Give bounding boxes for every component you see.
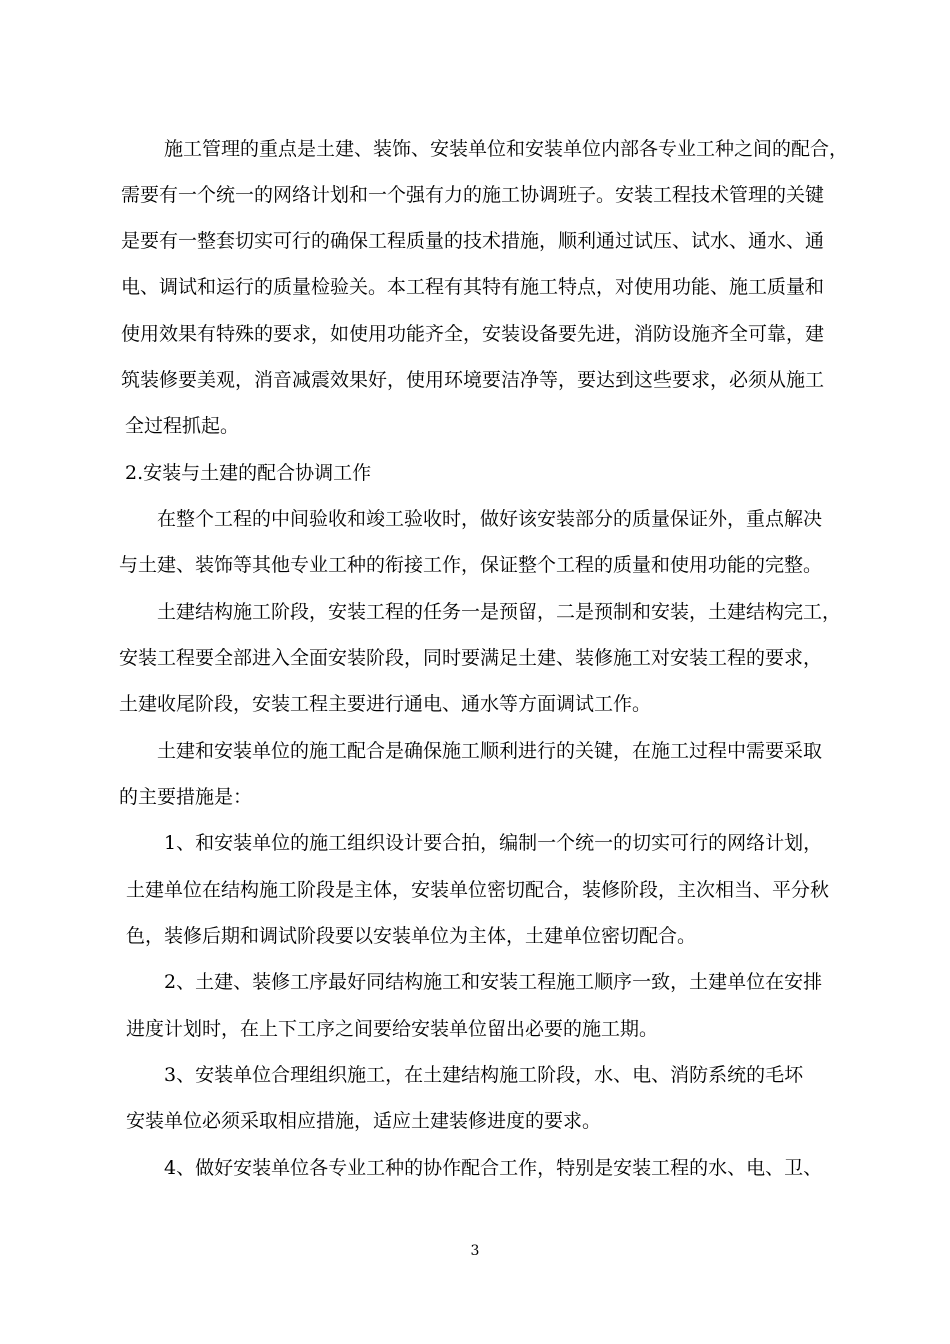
list-item-line: 4、做好安装单位各专业工种的协作配合工作，特别是安装工程的水、电、卫、 (164, 1157, 823, 1179)
text-line: 与土建、装饰等其他专业工种的衔接工作，保证整个工程的质量和使用功能的完整。 (119, 554, 823, 576)
text-line: 电、调试和运行的质量检验关。本工程有其特有施工特点，对使用功能、施工质量和 (121, 276, 825, 298)
list-item-line: 1、和安装单位的施工组织设计要合拍，编制一个统一的切实可行的网络计划， (164, 832, 823, 854)
text-line: 土建和安装单位的施工配合是确保施工顺利进行的关键，在施工过程中需要采取 (157, 740, 823, 762)
page-number: 3 (470, 1243, 480, 1259)
text-line: 在整个工程的中间验收和竣工验收时，做好该安装部分的质量保证外，重点解决 (157, 508, 823, 530)
section-heading: 2.安装与土建的配合协调工作 (125, 462, 372, 484)
text-line: 是要有一整套切实可行的确保工程质量的技术措施，顺利通过试压、试水、通水、通 (121, 230, 825, 252)
text-line: 土建收尾阶段，安装工程主要进行通电、通水等方面调试工作。 (119, 693, 652, 715)
text-line: 需要有一个统一的网络计划和一个强有力的施工协调班子。安装工程技术管理的关键 (121, 184, 825, 206)
list-item-line: 2、土建、装修工序最好同结构施工和安装工程施工顺序一致，土建单位在安排 (164, 971, 823, 993)
list-item-line: 色，装修后期和调试阶段要以安装单位为主体，土建单位密切配合。 (126, 925, 697, 947)
list-item-line: 土建单位在结构施工阶段是主体，安装单位密切配合，装修阶段，主次相当、平分秋 (126, 879, 830, 901)
list-item-line: 3、安装单位合理组织施工，在土建结构施工阶段，水、电、消防系统的毛坏 (164, 1064, 804, 1086)
list-item-line: 进度计划时，在上下工序之间要给安装单位留出必要的施工期。 (126, 1018, 659, 1040)
text-line: 全过程抓起。 (125, 415, 240, 437)
text-line: 施工管理的重点是土建、装饰、安装单位和安装单位内部各专业工种之间的配合， (164, 138, 849, 160)
text-line: 安装工程要全部进入全面安装阶段，同时要满足土建、装修施工对安装工程的要求， (119, 647, 823, 669)
text-line: 土建结构施工阶段，安装工程的任务一是预留，二是预制和安装，土建结构完工， (157, 601, 842, 623)
text-line: 使用效果有特殊的要求，如使用功能齐全，安装设备要先进，消防设施齐全可靠，建 (121, 323, 825, 345)
text-line: 筑装修要美观，消音减震效果好，使用环境要洁净等，要达到这些要求，必须从施工 (121, 369, 825, 391)
list-item-line: 安装单位必须采取相应措施，适应土建装修进度的要求。 (126, 1110, 602, 1132)
text-line: 的主要措施是： (119, 786, 253, 808)
